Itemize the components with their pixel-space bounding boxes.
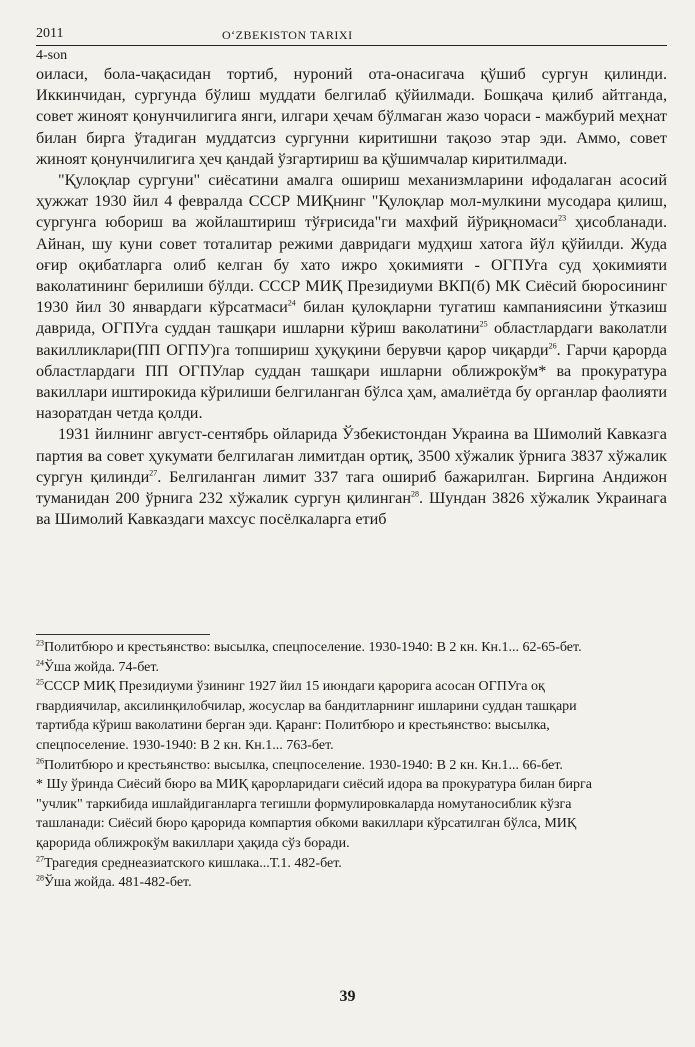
footnote-text: Политбюро и крестьянство: высылка, спецпоселение. 1930-1940: В 2 кн. Кн.1... 66-бет. xyxy=(44,757,563,773)
text-run: ҳисобланади. Айнан, шу куни совет тоталитар режими давридаги мудҳиш хатога йўл қўйилди. Жуда оғир оқибатларга олиб келган бу хато ижро ҳокимияти - ОГПУга суд ҳокимияти ваколатининг берилиши бўлди. СССР МИҚ Президиуми ВКП(б) МК Сиёсий бюросининг 1930 йил 30 январдаги кўрсатмаси xyxy=(36,213,668,317)
header-rule xyxy=(36,45,667,46)
footnote xyxy=(36,658,596,678)
footnote-text: Ўша жойда. 481-482-бет. xyxy=(44,875,192,891)
page-number: 39 xyxy=(339,988,356,1005)
footnote-number: 26 xyxy=(36,755,44,765)
footnote xyxy=(36,854,596,874)
text-run: . Гарчи қарорда областлардаги ПП ОГПУлар суддан ташқари ишларни оближрокўм* ва прокуратура вакиллари иштирокида кўрилиши белгиланган бўлса ҳам, амалиётда бу органлар фаолияти назоратдан четда қолди. xyxy=(36,340,667,423)
footnote-number: 24 xyxy=(36,657,44,667)
footnote xyxy=(36,873,596,893)
running-header xyxy=(36,26,667,46)
main-text xyxy=(36,64,667,530)
footnote-text: Ўша жойда. 74-бет. xyxy=(44,659,159,675)
text-run: "Қулоқлар сургуни" сиёсатини амалга ошириш механизмларини ифодалаган асосий ҳужжат 1930 йил 4 февралда СССР МИҚнинг "Қулоқлар мол-мулкини мусодара қилиш, сургунга юбориш ва жойлаштириш тўғрисида"ги махфий йўриқномаси xyxy=(36,171,667,232)
text-run: . Белгиланган лимит 337 тага ошириб бажарилган. Биргина Андижон туманидан 200 ўрнига 232 хўжалик сургун қилинган xyxy=(36,467,667,508)
footnote-text: Политбюро и крестьянство: высылка, спецпоселение. 1930-1940: В 2 кн. Кн.1... 62-65-бет. xyxy=(44,640,582,655)
footnote-ref[interactable]: 23 xyxy=(558,214,567,224)
footnote xyxy=(36,756,596,776)
paragraph xyxy=(36,170,667,424)
text-run: . Шундан 3826 хўжалик Украинага ва Шимолий Кавказдаги махсус посёлкаларга етиб xyxy=(36,489,667,529)
footnote-number: 27 xyxy=(36,853,44,863)
text-run: областлардаги ваколатли вакилликлари(ПП ОГПУ)га топшириш ҳуқуқини берувчи қарор чиқарди xyxy=(36,319,667,359)
footnote-marker: * xyxy=(36,777,43,793)
footnote xyxy=(36,775,596,853)
text-run: билан қулоқларни тугатиш кампаниясини ўтказиш даврида, ОГПУга суддан ташқари ишларни кўриш ваколатини xyxy=(36,298,668,338)
footnote-ref[interactable]: 28 xyxy=(411,489,419,499)
text-run: оиласи, бола-чақасидан тортиб, нуроний ота-онасигача қўшиб сургун қилинди. Иккинчидан, сургунда бўлиш муддати белгилаб қўйилмади. Бошқача қилиб айтганда, совет жиноят қонунчилигига янги, илгари ҳечам бўлмаган жазо чораси - мажбурий меҳнат билан бирга ўтадиган муддатсиз сургунни киритишни тақозо этар эди. Аммо, совет жиноят қонунчилигига ҳеч қандай ўзгартириш ва қўшимчалар киритилмади. xyxy=(36,65,667,168)
footnotes xyxy=(36,638,596,893)
footnote-separator xyxy=(36,634,210,635)
footnote xyxy=(36,677,596,755)
footnote-number: 28 xyxy=(36,873,44,883)
footnote xyxy=(36,638,596,658)
footnote-text: СССР МИҚ Президиуми ўзининг 1927 йил 15 июндаги қарорига асосан ОГПУга оқ гвардиячилар, аксилинқилобчилар, жосуслар ва бандитларнинг ишларини суддан ташқари тартибда кўриш ваколатини берган эди. Қаранг: Политбюро и крестьянство: высылка, спецпоселение. 1930-1940: В 2 кн. Кн.1... 763-бет. xyxy=(36,679,577,753)
footnote-number: 23 xyxy=(36,638,44,648)
footnote-text: Шу ўринда Сиёсий бюро ва МИҚ қарорларидаги сиёсий идора ва прокуратура билан бирга "учлик" таркибида ишлайдиганларга тегишли формулировкаларда номутаносиблик кўзга ташланади: Сиёсий бюро қарорида компартия обкоми вакиллари кўрсатилган бўлса, МИҚ қарорида оближрокўм вакиллари ҳақида сўз боради. xyxy=(36,777,592,851)
issue-number: 4-son xyxy=(36,48,68,63)
footnote-number: 25 xyxy=(36,677,44,687)
journal-title: O‘ZBEKISTON TARIXI xyxy=(222,28,353,42)
footnote-ref[interactable]: 24 xyxy=(287,298,296,308)
footnote-ref[interactable]: 27 xyxy=(149,468,158,478)
footnote-ref[interactable]: 25 xyxy=(479,320,488,330)
footnote-ref[interactable]: 26 xyxy=(548,341,557,351)
text-run: 1931 йилнинг август-сентябрь ойларида Ўзбекистондан Украина ва Шимолий Кавказга партия ва совет ҳукумати белгилаган лимитдан ортиқ, 3500 хўжалик ўрнига 3837 хўжалик сургун қилинди xyxy=(36,425,667,486)
footnote-text: Трагедия среднеазиатского кишлака...Т.1. 482-бет. xyxy=(44,855,342,871)
header-year: 2011 xyxy=(36,26,64,41)
paragraph xyxy=(36,424,667,530)
paragraph xyxy=(36,64,667,170)
